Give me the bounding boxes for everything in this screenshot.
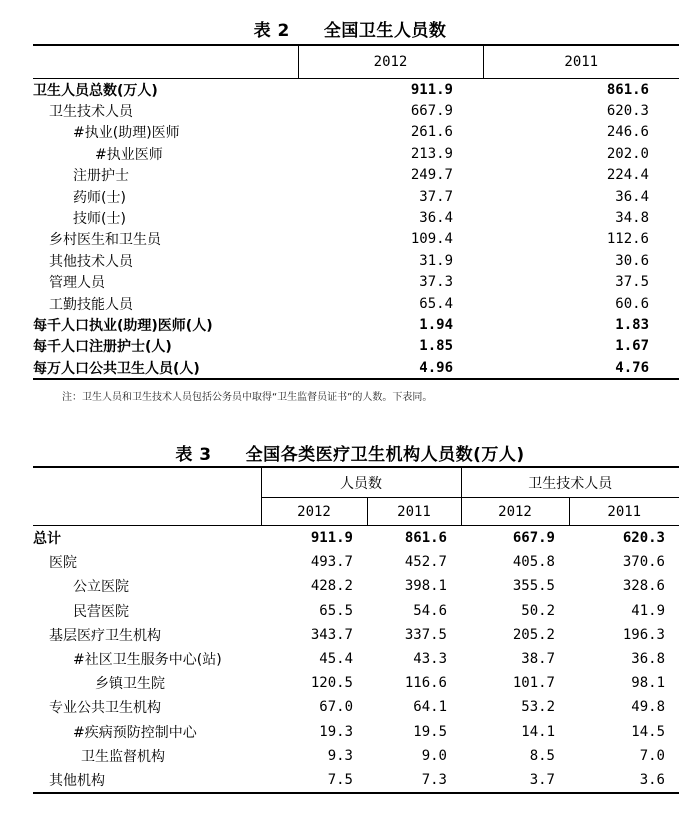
table-row	[33, 207, 679, 228]
table2-note: 注：卫生人员和卫生技术人员包括公务员中取得“卫生监督员证书”的人数。下表同。	[62, 392, 433, 403]
cell-2011: 37.5	[615, 274, 649, 291]
row-label: 乡镇卫生院	[95, 676, 165, 693]
cell-staff-2011: 19.5	[413, 723, 447, 740]
cell-2012: 911.9	[410, 81, 453, 98]
cell-tech-2012: 667.9	[512, 530, 555, 547]
table-row	[33, 768, 679, 793]
cell-staff-2011: 116.6	[404, 675, 447, 692]
table3-group-header-row	[33, 467, 679, 498]
table-row	[33, 293, 679, 314]
cell-2011: 4.76	[483, 357, 679, 379]
table2-body	[33, 79, 679, 380]
cell-2012: 667.9	[410, 103, 453, 120]
cell-2012: 249.7	[410, 167, 453, 184]
cell-staff-2012: 911.9	[310, 530, 353, 547]
row-label: 每千人口执业(助理)医师(人)	[33, 317, 213, 334]
table-row	[33, 623, 679, 647]
table2-title: 全国卫生人员数	[323, 21, 447, 41]
cell-2011: 60.6	[615, 295, 649, 312]
cell-2012: 261.6	[410, 124, 453, 141]
row-label: 技师(士)	[73, 211, 126, 228]
cell-2012: 37.7	[419, 188, 453, 205]
table3-number: 表 3	[175, 445, 212, 465]
cell-staff-2012: 428.2	[310, 578, 353, 595]
table-row	[33, 744, 679, 768]
table2-number: 表 2	[253, 21, 290, 41]
cell-2011: 1.67	[615, 338, 649, 355]
cell-2011: 620.3	[606, 103, 649, 120]
cell-staff-2012: 120.5	[310, 675, 353, 692]
cell-staff-2011: 452.7	[404, 554, 447, 571]
cell-2012: 109.4	[410, 231, 453, 248]
cell-tech-2012: 355.5	[512, 578, 555, 595]
cell-tech-2012: 405.8	[512, 554, 555, 571]
cell-2012: 4.96	[298, 357, 483, 379]
cell-tech-2012: 205.2	[512, 626, 555, 643]
table3-caption	[0, 440, 700, 465]
cell-staff-2012: 7.5	[261, 768, 367, 793]
row-label: 工勤技能人员	[49, 296, 133, 313]
table3-header-year: 2011	[569, 498, 679, 526]
cell-staff-2012: 45.4	[319, 651, 353, 668]
table2-header-row	[33, 45, 679, 79]
row-label: 卫生监督机构	[81, 748, 165, 765]
table3-group-header: 卫生技术人员	[461, 467, 679, 498]
table-row	[33, 250, 679, 271]
cell-staff-2011: 337.5	[404, 626, 447, 643]
table3-header-year: 2011	[367, 498, 461, 526]
table2	[33, 44, 679, 380]
cell-staff-2012: 493.7	[310, 554, 353, 571]
cell-staff-2012: 65.5	[319, 602, 353, 619]
row-label: 注册护士	[73, 168, 129, 185]
cell-tech-2012: 8.5	[529, 747, 555, 764]
cell-tech-2011: 620.3	[622, 530, 665, 547]
table-row	[33, 272, 679, 293]
row-label: #执业医师	[95, 146, 163, 163]
cell-tech-2012: 14.1	[521, 723, 555, 740]
cell-tech-2012: 53.2	[521, 699, 555, 716]
table-row	[33, 550, 679, 574]
cell-2012: 37.3	[419, 274, 453, 291]
cell-2012: 36.4	[419, 210, 453, 227]
cell-staff-2011: 7.3	[367, 768, 461, 793]
cell-staff-2011: 64.1	[413, 699, 447, 716]
cell-staff-2012: 67.0	[319, 699, 353, 716]
cell-staff-2012: 9.3	[327, 747, 353, 764]
table2-caption	[0, 16, 700, 41]
table-row	[33, 357, 679, 379]
table3-header-year: 2012	[461, 498, 569, 526]
row-label: #疾病预防控制中心	[73, 724, 197, 741]
cell-tech-2011: 328.6	[622, 578, 665, 595]
cell-2012: 1.85	[419, 338, 453, 355]
cell-2012: 31.9	[419, 252, 453, 269]
cell-tech-2011: 98.1	[631, 675, 665, 692]
row-label: 管理人员	[49, 275, 105, 292]
row-label: 基层医疗卫生机构	[49, 627, 161, 644]
table-row	[33, 695, 679, 719]
cell-staff-2012: 343.7	[310, 626, 353, 643]
cell-2011: 34.8	[615, 210, 649, 227]
cell-tech-2011: 370.6	[622, 554, 665, 571]
row-label: 专业公共卫生机构	[49, 700, 161, 717]
table-row	[33, 647, 679, 671]
cell-staff-2011: 861.6	[404, 530, 447, 547]
row-label: 其他技术人员	[49, 253, 133, 270]
row-label: #执业(助理)医师	[73, 125, 180, 142]
cell-tech-2011: 3.6	[569, 768, 679, 793]
cell-2011: 202.0	[606, 145, 649, 162]
table-row	[33, 599, 679, 623]
cell-staff-2011: 398.1	[404, 578, 447, 595]
row-label: 医院	[49, 555, 77, 572]
cell-staff-2012: 19.3	[319, 723, 353, 740]
row-label: 卫生人员总数(万人)	[33, 82, 158, 99]
cell-tech-2012: 3.7	[461, 768, 569, 793]
table3-title: 全国各类医疗卫生机构人员数(万人)	[245, 445, 525, 465]
table-row	[33, 143, 679, 164]
cell-2011: 861.6	[606, 81, 649, 98]
cell-tech-2011: 14.5	[631, 723, 665, 740]
table-row	[33, 574, 679, 598]
cell-tech-2012: 101.7	[512, 675, 555, 692]
cell-2011: 36.4	[615, 188, 649, 205]
cell-tech-2011: 49.8	[631, 699, 665, 716]
cell-2011: 1.83	[615, 316, 649, 333]
row-label: #社区卫生服务中心(站)	[73, 652, 222, 669]
row-label: 每千人口注册护士(人)	[33, 339, 172, 356]
cell-2012: 65.4	[419, 295, 453, 312]
cell-2011: 224.4	[606, 167, 649, 184]
cell-staff-2011: 9.0	[421, 747, 447, 764]
row-label: 药师(士)	[73, 189, 126, 206]
table3	[33, 466, 679, 794]
cell-staff-2011: 43.3	[413, 651, 447, 668]
cell-2011: 246.6	[606, 124, 649, 141]
table2-header-year: 2012	[298, 45, 483, 79]
cell-tech-2011: 7.0	[639, 747, 665, 764]
table-row	[33, 336, 679, 357]
table3-header-blank	[33, 467, 261, 526]
table3-header-year: 2012	[261, 498, 367, 526]
table-row	[33, 186, 679, 207]
cell-tech-2011: 36.8	[631, 651, 665, 668]
table2-header-year: 2011	[483, 45, 679, 79]
cell-tech-2011: 41.9	[631, 602, 665, 619]
cell-2012: 1.94	[419, 316, 453, 333]
table3-body	[33, 526, 679, 794]
table-row	[33, 526, 679, 551]
table-row	[33, 79, 679, 101]
row-label: 每万人口公共卫生人员(人)	[33, 357, 298, 379]
cell-tech-2012: 38.7	[521, 651, 555, 668]
row-label: 卫生技术人员	[49, 104, 133, 121]
table-row	[33, 165, 679, 186]
row-label: 乡村医生和卫生员	[49, 232, 161, 249]
cell-tech-2012: 50.2	[521, 602, 555, 619]
table-row	[33, 314, 679, 335]
cell-2011: 30.6	[615, 252, 649, 269]
row-label: 公立医院	[73, 579, 129, 596]
table-row	[33, 671, 679, 695]
cell-2011: 112.6	[606, 231, 649, 248]
cell-staff-2011: 54.6	[413, 602, 447, 619]
cell-tech-2011: 196.3	[622, 626, 665, 643]
cell-2012: 213.9	[410, 145, 453, 162]
table-row	[33, 100, 679, 121]
table2-header-blank	[33, 45, 298, 79]
table-row	[33, 229, 679, 250]
table-row	[33, 720, 679, 744]
table-row	[33, 122, 679, 143]
row-label: 其他机构	[33, 768, 261, 793]
row-label: 总计	[33, 531, 61, 548]
table3-group-header: 人员数	[261, 467, 461, 498]
row-label: 民营医院	[73, 603, 129, 620]
